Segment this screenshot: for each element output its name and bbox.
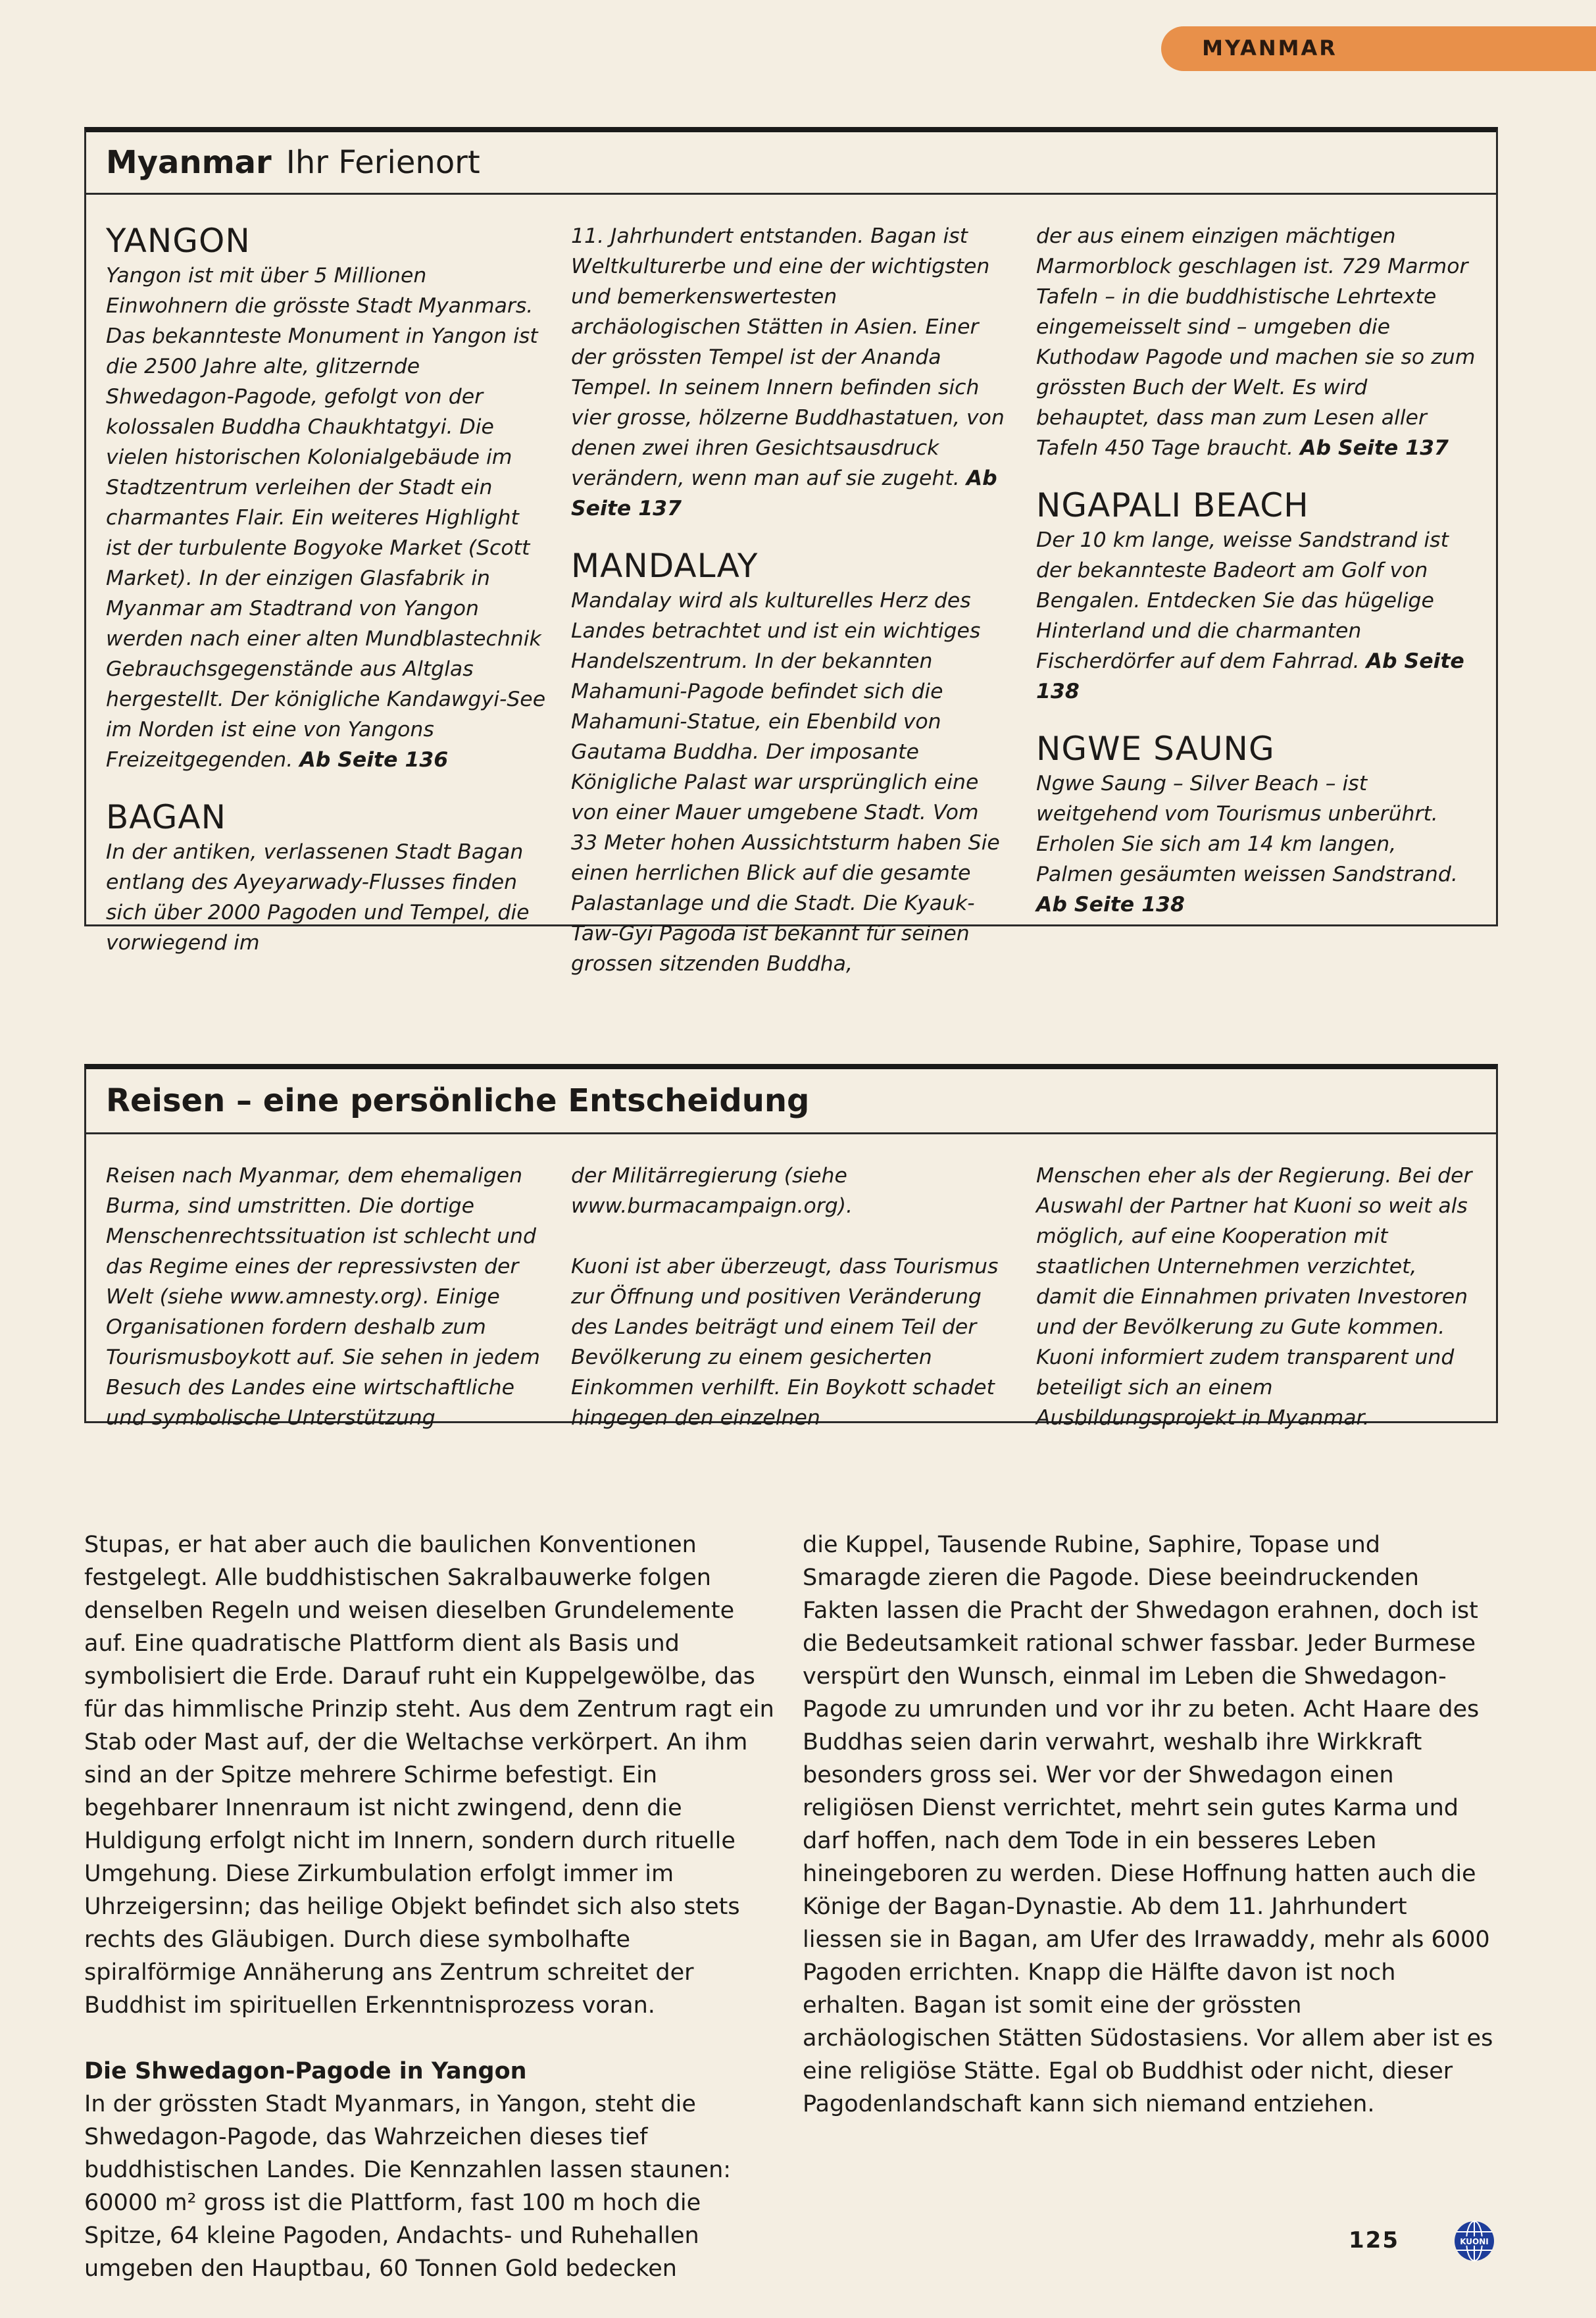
title-bold: Myanmar [106, 144, 272, 181]
kuoni-globe-logo-icon [1454, 2221, 1495, 2261]
page-number: 125 [1349, 2227, 1399, 2254]
title-rest: Ihr Ferienort [286, 144, 480, 181]
text-ngapali: Der 10 km lange, weisse Sandstrand ist der bekannteste Badeort am Golf von Bengalen. Entdecken Sie das hügelige Hinterland und die charmanten Fischerdörfer auf dem Fahrrad. Ab Seite 138 [1036, 528, 1464, 703]
section-tab [1161, 26, 1596, 71]
heading-bagan: BAGAN [106, 798, 226, 836]
paragraph: Menschen eher als der Regierung. Bei der Auswahl der Partner hat Kuoni so weit als möglich, auf eine Kooperation mit staatlichen Unternehmen verzichtet, damit die Einnahmen privaten Investoren und der Bevölkerung zu Gute kommen. Kuoni informiert zudem transparent und beteiligt sich an einem Ausbildungsprojekt in Myanmar. [1036, 1164, 1472, 1430]
heading-ngwe-saung: NGWE SAUNG [1036, 730, 1275, 768]
column-3 [1036, 221, 1476, 979]
section-tab-label: MYANMAR [1202, 36, 1337, 61]
column-1 [106, 221, 546, 979]
text-mandalay-a: Mandalay wird als kulturelles Herz des Landes betrachtet und ist ein wichtiges Handelszentrum. In der bekannten Mahamuni-Pagode befindet sich die Mahamuni-Statue, ein Ebenbild von Gautama Buddha. Der imposante Königliche Palast war ursprünglich eine von einer Mauer umgebene Stadt. Vom 33 Meter hohen Aussichtsturm haben Sie einen herrlichen Blick auf die gesamte Palastanlage und die Stadt. Die Kyauk-Taw-Gyi Pagoda ist bekannt für seinen grossen sitzenden Buddha, [571, 589, 1000, 976]
destinations-box-title [86, 132, 1496, 195]
text-yangon: Yangon ist mit über 5 Millionen Einwohnern die grösste Stadt Myanmars. Das bekannteste Monument in Yangon ist die 2500 Jahre alte, glitzernde Shwedagon-Pagode, gefolgt von der kolossalen Buddha Chaukhtatgyi. Die vielen historischen Kolonialgebäude im Stadtzentrum verleihen der Stadt ein charmantes Flair. Ein weiteres Highlight ist der turbulente Bogyoke Market (Scott Market). In der einzigen Glasfabrik in Myanmar am Stadtrand von Yangon werden nach einer alten Mundblastechnik Gebrauchsgegenstände aus Altglas hergestellt. Der königliche Kandawgyi-See im Norden ist eine von Yangons Freizeitgegenden. Ab Seite 136 [106, 264, 546, 772]
heading-mandalay: MANDALAY [571, 547, 759, 585]
paragraph: Stupas, er hat aber auch die baulichen Konventionen festgelegt. Alle buddhistischen Sakralbauwerke folgen denselben Regeln und weisen dieselben Grundelemente auf. Eine quadratische Plattform dient als Basis und symbolisiert die Erde. Darauf ruht ein Kuppelgewölbe, das für das himmlische Prinzip steht. Aus dem Zentrum ragt ein Stab oder Mast auf, der die Weltachse verkörpert. An ihm sind an der Spitze mehrere Schirme befestigt. Ein begehbarer Innenraum ist nicht zwingend, denn die Huldigung erfolgt nicht im Innern, sondern durch rituelle Umgehung. Diese Zirkumbulation erfolgt immer im Uhrzeigersinn; das heilige Objekt befindet sich also stets rechts des Gläubigen. Durch diese symbolhafte spiralförmige Annäherung ans Zentrum schreitet der Buddhist im spirituellen Erkenntnisprozess voran. [84, 1532, 774, 2019]
column-3 [1036, 1161, 1476, 1433]
paragraph: In der grössten Stadt Myanmars, in Yangon, steht die Shwedagon-Pagode, das Wahrzeichen dieses tief buddhistischen Landes. Die Kennzahlen lassen staunen: 60000 m² gross ist die Plattform, fast 100 m hoch die Spitze, 64 kleine Pagoden, Andachts- und Ruhehallen umgeben den Hauptbau, 60 Tonnen Gold bedecken [84, 2091, 732, 2282]
destinations-box [84, 127, 1498, 976]
paragraph: der Militärregierung (siehe www.burmacampaign.org). [571, 1164, 853, 1218]
column-2 [571, 1161, 1011, 1433]
body-right-column [803, 1528, 1493, 2121]
column-1 [106, 1161, 546, 1433]
heading-ngapali: NGAPALI BEACH [1036, 486, 1309, 524]
subheading: Die Shwedagon-Pagode in Yangon [84, 2058, 527, 2084]
column-2 [571, 221, 1011, 979]
travel-decision-title: Reisen – eine persönliche Entscheidung [86, 1069, 1496, 1134]
body-left-column [84, 1528, 775, 2285]
paragraph: Reisen nach Myanmar, dem ehemaligen Burma, sind umstritten. Die dortige Menschenrechtssituation ist schlecht und das Regime eines der repressivsten der Welt (siehe www.amnesty.org). Einige Organisationen fordern deshalb zum Tourismusboykott auf. Sie sehen in jedem Besuch des Landes eine wirtschaftliche und symbolische Unterstützung [106, 1164, 540, 1430]
travel-decision-box [84, 1064, 1498, 1430]
heading-yangon: YANGON [106, 222, 251, 260]
text-bagan-a: In der antiken, verlassenen Stadt Bagan entlang des Ayeyarwady-Flusses finden sich über 2000 Pagoden und Tempel, die vorwiegend im [106, 840, 530, 955]
text-ngwe-saung: Ngwe Saung – Silver Beach – ist weitgehend vom Tourismus unberührt. Erholen Sie sich am 14 km langen, Palmen gesäumten weissen Sandstrand. Ab Seite 138 [1036, 772, 1458, 917]
paragraph: Kuoni ist aber überzeugt, dass Tourismus zur Öffnung und positiven Veränderung des Landes beiträgt und einem Teil der Bevölkerung zu einem gesicherten Einkommen verhilft. Ein Boykott schadet hingegen den einzelnen [571, 1255, 999, 1430]
text-bagan-b: 11. Jahrhundert entstanden. Bagan ist Weltkulturerbe und eine der wichtigsten und bemerkenswertesten archäologischen Stätten in Asien. Einer der grössten Tempel ist der Ananda Tempel. In seinem Innern befinden sich vier grosse, hölzerne Buddhastatuen, von denen zwei ihren Gesichtsausdruck verändern, wenn man auf sie zugeht. Ab Seite 137 [571, 224, 1005, 520]
svg-text:KUONI: KUONI [1460, 2237, 1489, 2246]
paragraph: die Kuppel, Tausende Rubine, Saphire, Topase und Smaragde zieren die Pagode. Diese beeindruckenden Fakten lassen die Pracht der Shwedagon erahnen, doch ist die Bedeutsamkeit rational schwer fassbar. Jeder Burmese verspürt den Wunsch, einmal im Leben die Shwedagon-Pagode zu umrunden und vor ihr zu beten. Acht Haare des Buddhas seien darin verwahrt, weshalb ihre Wirkkraft besonders gross sei. Wer vor der Shwedagon einen religiösen Dienst verrichtet, mehrt sein gutes Karma und darf hoffen, nach dem Tode in ein besseres Leben hineingeboren zu werden. Diese Hoffnung hatten auch die Könige der Bagan-Dynastie. Ab dem 11. Jahrhundert liessen sie in Bagan, am Ufer des Irrawaddy, mehr als 6000 Pagoden errichten. Knapp die Hälfte davon ist noch erhalten. Bagan ist somit eine der grössten archäologischen Stätten Südostasiens. Vor allem aber ist es eine religiöse Stätte. Egal ob Buddhist oder nicht, dieser Pagodenlandschaft kann sich niemand entziehen. [803, 1532, 1493, 2117]
text-mandalay-b: der aus einem einzigen mächtigen Marmorblock geschlagen ist. 729 Marmor Tafeln – in die buddhistische Lehrtexte eingemeisselt sind – umgeben die Kuthodaw Pagode und machen sie so zum grössten Buch der Welt. Es wird behauptet, dass man zum Lesen aller Tafeln 450 Tage braucht. Ab Seite 137 [1036, 224, 1476, 460]
